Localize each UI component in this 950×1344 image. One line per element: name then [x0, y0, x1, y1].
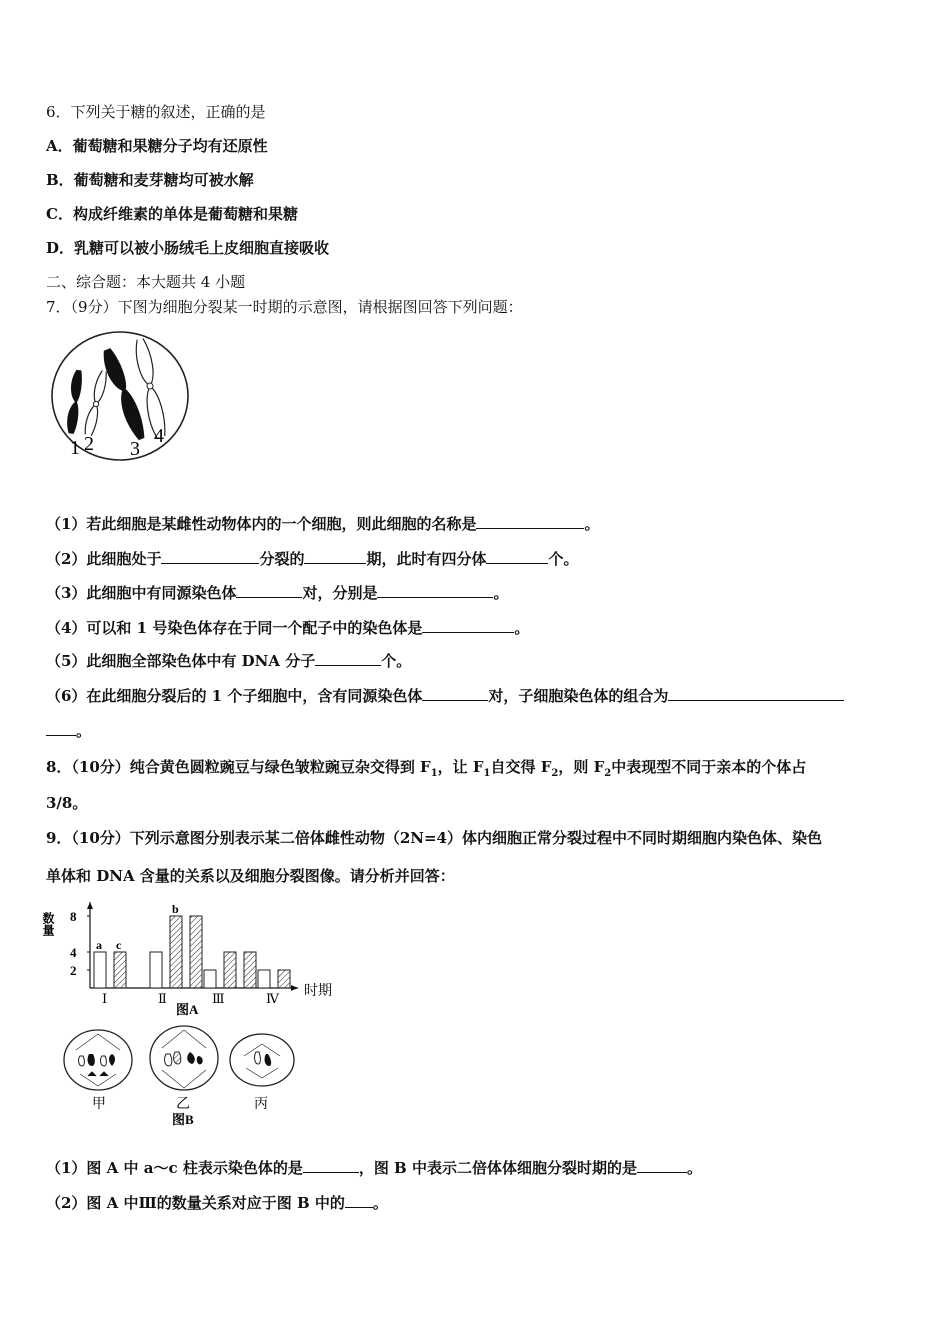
answer-blank[interactable]	[637, 1157, 687, 1173]
section-heading: 二、综合题：本大题共 4 小题	[46, 273, 246, 291]
bar-c-3	[244, 952, 256, 988]
bar-series-label-b: b	[172, 902, 179, 916]
answer-blank[interactable]	[46, 720, 76, 736]
q6-option-b: B．葡萄糖和麦芽糖均可被水解	[46, 171, 254, 189]
q9-sub1: （1）图 A 中 a～c 柱表示染色体的是 ，图 B 中表示二倍体体细胞分裂时期的是 。	[46, 1159, 702, 1177]
q7-sub6-cont: 。	[46, 720, 91, 741]
x-tick-label-1: Ⅰ	[102, 991, 108, 1006]
answer-blank[interactable]	[303, 1157, 359, 1173]
answer-blank[interactable]	[315, 650, 381, 666]
bar-a-3	[204, 970, 216, 988]
answer-blank[interactable]	[236, 582, 302, 598]
chromosome-label-4: 4	[154, 425, 164, 447]
x-tick-label-2: Ⅱ	[158, 991, 167, 1006]
figure-a-bar-chart	[41, 898, 346, 1018]
answer-blank[interactable]	[161, 548, 259, 564]
q7-sub4: （4）可以和 1 号染色体存在于同一个配子中的染色体是 。	[46, 619, 530, 637]
chromosome-1	[66, 369, 83, 434]
q8-line1: 8．（10分）纯合黄色圆粒豌豆与绿色皱粒豌豆杂交得到 $F_1$，让 $F_1$自交得 $F_2$，则 $F_2$中表现型不同于亲本的个体占	[46, 758, 807, 779]
y-tick-label-2: 2	[70, 963, 77, 978]
cell-jia	[64, 1030, 132, 1090]
answer-blank[interactable]	[668, 685, 844, 701]
cell-label-jia: 甲	[92, 1097, 106, 1112]
q8-line2: 3/8。	[46, 794, 88, 812]
y-axis-label: 数量	[41, 912, 55, 936]
bar-a-2	[150, 952, 162, 988]
bar-c-1	[114, 952, 126, 988]
q6-option-c: C．构成纤维素的单体是葡萄糖和果糖	[46, 205, 298, 223]
bar-a-1	[94, 952, 106, 988]
x-tick-label-4: Ⅳ	[266, 991, 279, 1006]
y-tick-label-8: 8	[70, 909, 77, 924]
q6-stem: 6．下列关于糖的叙述，正确的是	[46, 103, 266, 121]
q7-sub5: （5）此细胞全部染色体中有 DNA 分子 个。	[46, 652, 412, 670]
q9-line2: 单体和 DNA 含量的关系以及细胞分裂图像。请分析并回答：	[46, 867, 455, 885]
answer-blank[interactable]	[422, 617, 514, 633]
chromosome-label-3: 3	[130, 438, 140, 460]
bar-b-2	[170, 916, 182, 988]
chromosome-label-1: 1	[70, 437, 80, 459]
q7-sub1: （1）若此细胞是某雌性动物体内的一个细胞，则此细胞的名称是 。	[46, 515, 600, 533]
cell-bing	[230, 1034, 294, 1086]
cell-label-yi: 乙	[176, 1097, 190, 1112]
figure-b	[58, 1016, 318, 1146]
q6-option-a: A．葡萄糖和果糖分子均有还原性	[46, 137, 268, 155]
bar-c-4	[278, 970, 290, 988]
x-axis-label: 时期	[304, 984, 332, 999]
q7-cell-figure	[50, 330, 195, 460]
figure-a-caption: 图A	[176, 1002, 199, 1017]
answer-blank[interactable]	[377, 582, 493, 598]
bar-b-3	[224, 952, 236, 988]
y-axis-arrow	[87, 902, 93, 909]
q9-sub2: （2）图 A 中Ⅲ的数量关系对应于图 B 中的 。	[46, 1194, 388, 1212]
cell-yi	[150, 1026, 218, 1090]
answer-blank[interactable]	[345, 1192, 373, 1208]
q7-stem: 7．（9分）下图为细胞分裂某一时期的示意图，请根据图回答下列问题：	[46, 298, 523, 316]
x-tick-label-3: Ⅲ	[212, 991, 225, 1006]
q9-line1: 9．（10分）下列示意图分别表示某二倍体雌性动物（2N=4）体内细胞正常分裂过程中不同时期细胞内染色体、染色	[46, 829, 822, 847]
q7-sub2: （2）此细胞处于 分裂的 期，此时有四分体 个。	[46, 550, 579, 568]
chromosome-label-2: 2	[84, 433, 94, 455]
answer-blank[interactable]	[304, 548, 366, 564]
bar-c-2	[190, 916, 202, 988]
answer-blank[interactable]	[422, 685, 488, 701]
chromosome-2	[83, 370, 108, 436]
answer-blank[interactable]	[486, 548, 548, 564]
y-tick-label-4: 4	[70, 945, 77, 960]
q7-sub3: （3）此细胞中有同源染色体 对，分别是 。	[46, 584, 509, 602]
bar-a-4	[258, 970, 270, 988]
answer-blank[interactable]	[476, 513, 584, 529]
cell-label-bing: 丙	[254, 1097, 268, 1112]
chromosome-3	[99, 347, 149, 442]
bar-series-label-c: c	[116, 938, 122, 952]
figure-b-caption: 图B	[172, 1112, 194, 1127]
bar-series-label-a: a	[96, 938, 102, 952]
q6-option-d: D．乳糖可以被小肠绒毛上皮细胞直接吸收	[46, 239, 330, 257]
x-axis-arrow	[291, 985, 298, 991]
q7-sub6: （6）在此细胞分裂后的 1 个子细胞中，含有同源染色体 对，子细胞染色体的组合为	[46, 685, 844, 706]
